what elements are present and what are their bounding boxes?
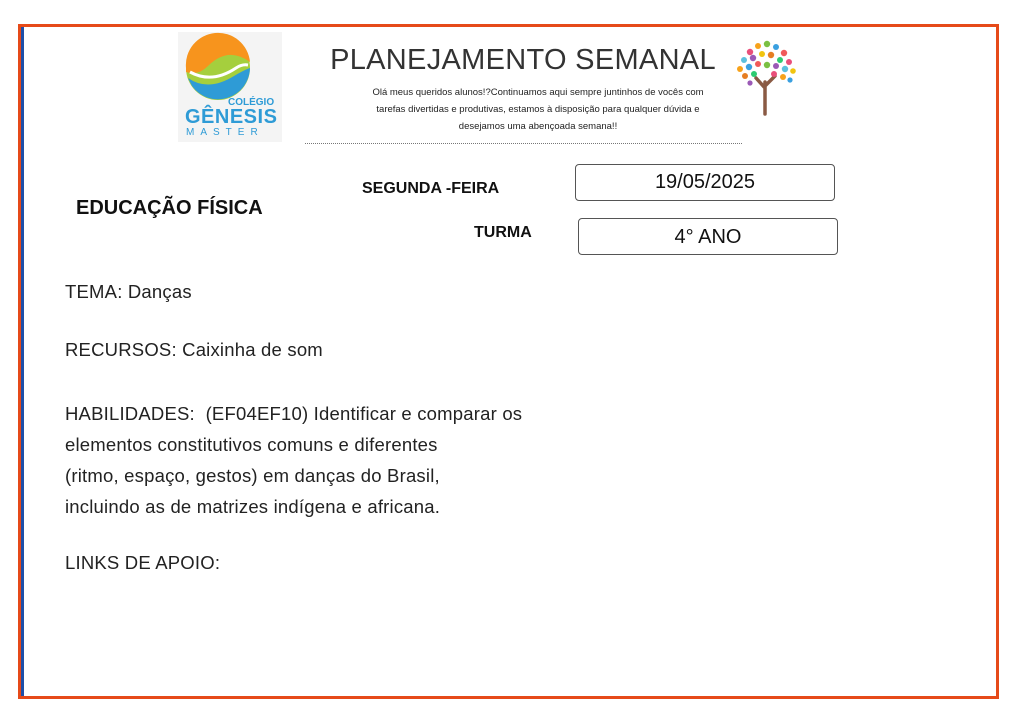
welcome-line-2: tarefas divertidas e produtivas, estamos à disposição para qualquer dúvida e bbox=[376, 104, 700, 115]
logo-school-name: GÊNESIS bbox=[185, 106, 278, 128]
welcome-line-3: desejamos uma abençoada semana!! bbox=[458, 121, 618, 132]
subject-title: EDUCAÇÃO FÍSICA bbox=[76, 197, 263, 219]
date-box: 19/05/2025 bbox=[575, 164, 835, 201]
resources-line: RECURSOS: Caixinha de som bbox=[65, 339, 323, 360]
logo-college-text: COLÉGIO bbox=[228, 97, 275, 108]
header-divider bbox=[305, 143, 742, 144]
skills-line-4: incluindo as de matrizes indígena e africana. bbox=[65, 496, 441, 517]
day-label: SEGUNDA -FEIRA bbox=[362, 180, 500, 197]
skills-block bbox=[65, 398, 585, 522]
skills-line-3: (ritmo, espaço, gestos) em danças do Brasil, bbox=[65, 465, 440, 486]
welcome-line-1: Olá meus queridos alunos!?Continuamos aqui sempre juntinhos de vocês com bbox=[372, 87, 704, 98]
page-frame-accent bbox=[21, 27, 24, 696]
skills-line-2: elementos constitutivos comuns e diferentes bbox=[65, 434, 438, 455]
skills-line-1: HABILIDADES: (EF04EF10) Identificar e comparar os bbox=[65, 403, 523, 424]
class-box: 4° ANO bbox=[578, 218, 838, 255]
page-title: PLANEJAMENTO SEMANAL bbox=[330, 44, 716, 76]
colorful-tree-icon bbox=[730, 38, 800, 116]
logo-school-sub: MASTER bbox=[186, 127, 264, 138]
support-links-label: LINKS DE APOIO: bbox=[65, 552, 221, 573]
class-label: TURMA bbox=[474, 224, 532, 241]
welcome-message bbox=[340, 84, 736, 135]
theme-line: TEMA: Danças bbox=[65, 281, 192, 302]
